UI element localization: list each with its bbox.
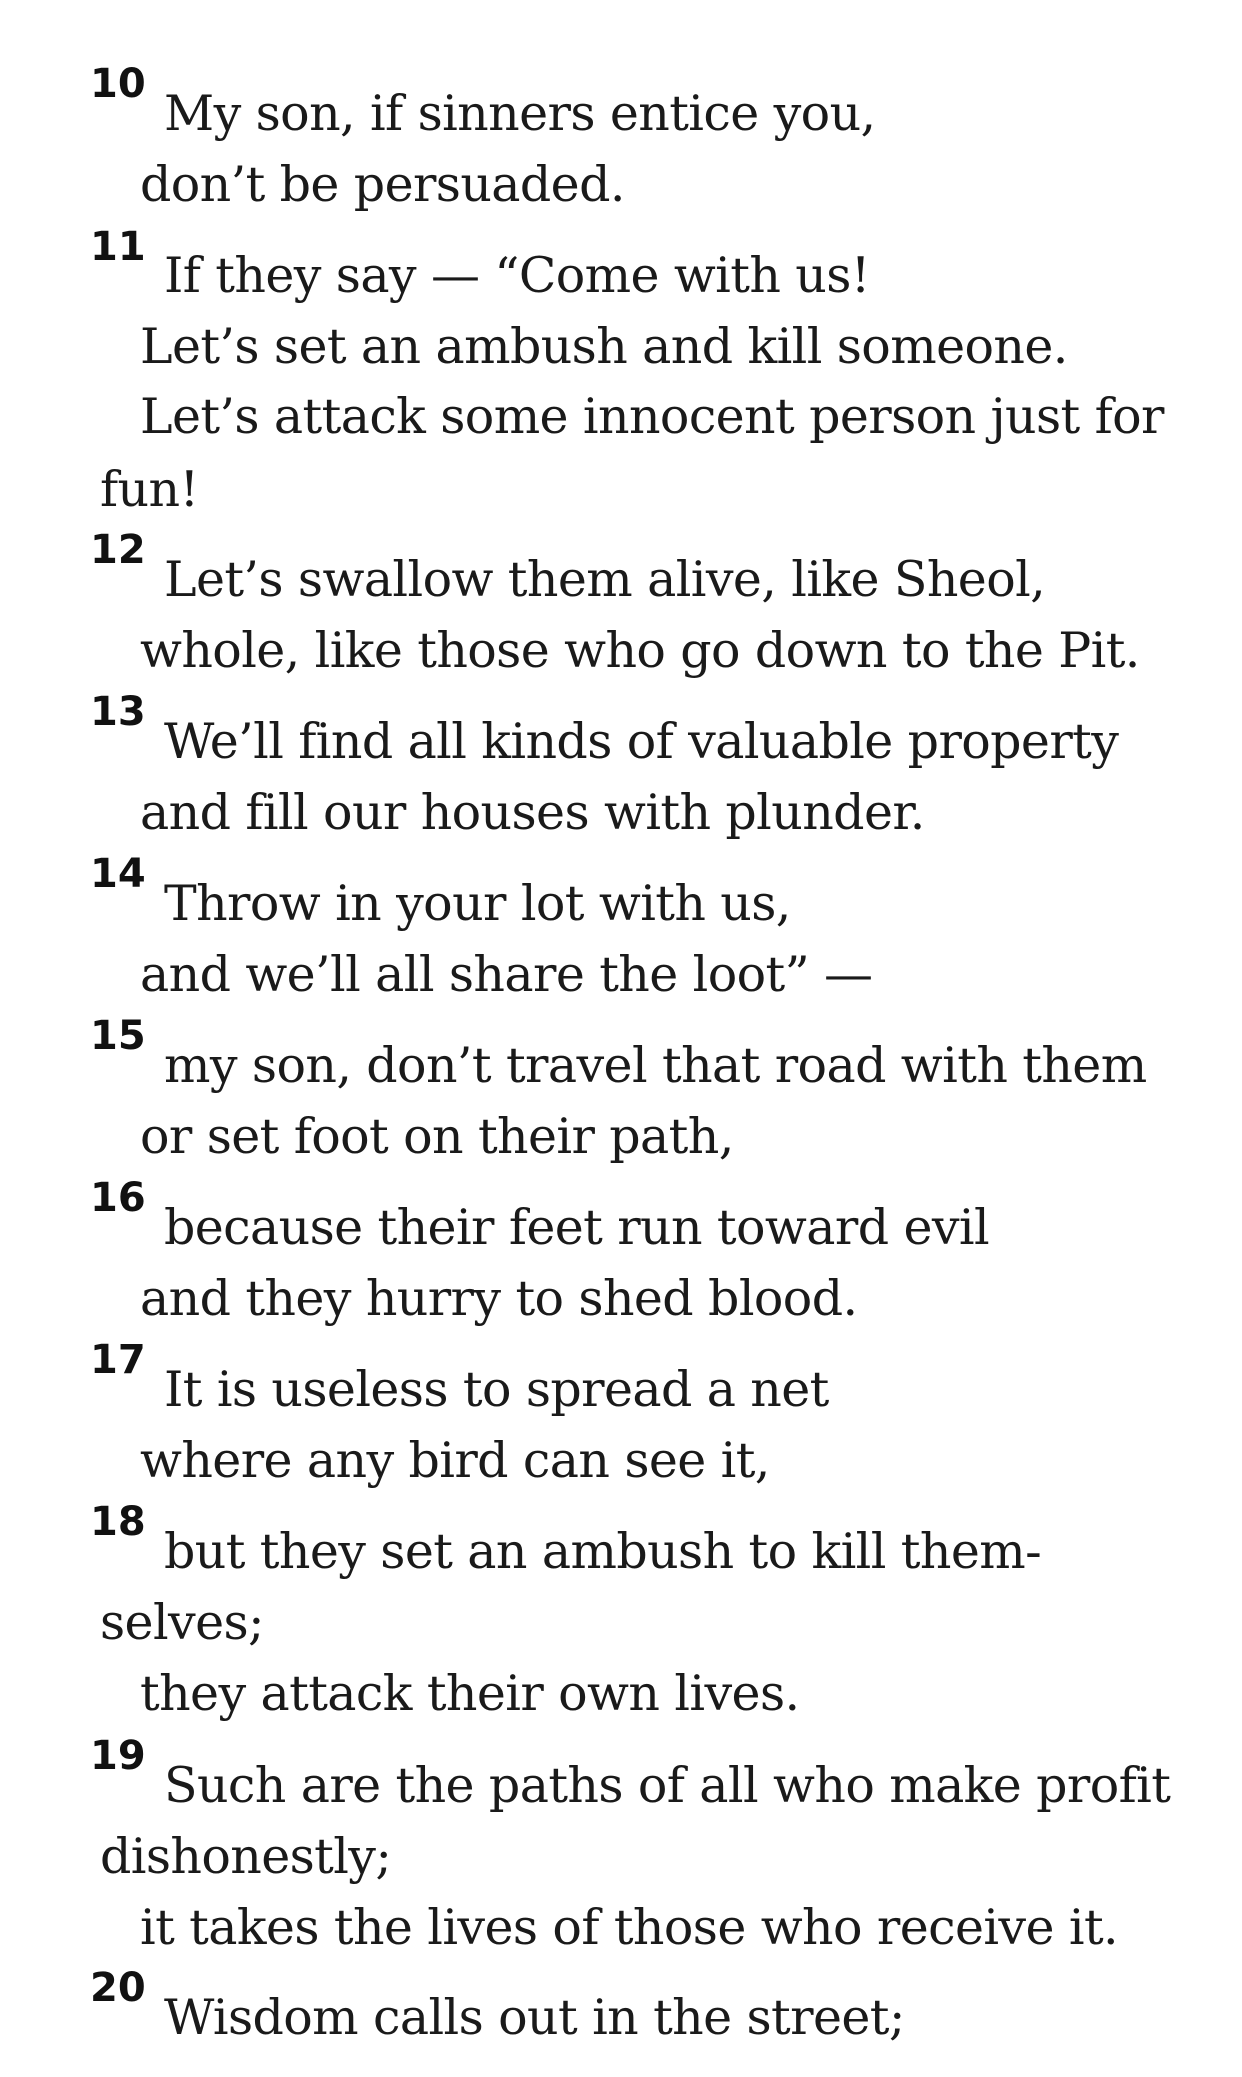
- verse-line: my son, don’t travel that road with them: [164, 1037, 1147, 1094]
- verse-line: fun!: [100, 461, 199, 518]
- verse-line: and we’ll all share the loot” —: [140, 946, 873, 1003]
- verse-line: Let’s attack some innocent person just for: [140, 388, 1164, 445]
- verse-line: where any bird can see it,: [140, 1432, 770, 1489]
- verse-line: or set foot on their path,: [140, 1108, 734, 1165]
- verse-line: because their feet run toward evil: [164, 1199, 990, 1256]
- verse-line: My son, if sinners entice you,: [164, 85, 876, 142]
- verse-line: it takes the lives of those who receive it.: [140, 1899, 1119, 1956]
- verse-line: and fill our houses with plunder.: [140, 784, 925, 841]
- verse-line: We’ll find all kinds of valuable property: [164, 713, 1119, 770]
- verse-line: dishonestly;: [100, 1828, 392, 1885]
- verse-line: they attack their own lives.: [140, 1665, 800, 1722]
- verse-number: 12: [90, 527, 146, 573]
- verse-number: 17: [90, 1337, 146, 1383]
- verse-line: Let’s set an ambush and kill someone.: [140, 318, 1068, 375]
- verse-number: 11: [90, 224, 146, 270]
- verse-number: 16: [90, 1175, 146, 1221]
- verse-line: don’t be persuaded.: [140, 156, 625, 213]
- verse-number: 15: [90, 1013, 146, 1059]
- verse-number: 20: [90, 1965, 146, 2011]
- verse-line: Such are the paths of all who make profit: [164, 1757, 1171, 1814]
- verse-line: If they say — “Come with us!: [164, 247, 870, 304]
- verse-line: and they hurry to shed blood.: [140, 1270, 858, 1327]
- verse-line: but they set an ambush to kill them-: [164, 1523, 1042, 1580]
- verse-line: whole, like those who go down to the Pit.: [140, 622, 1140, 679]
- verse-line: Wisdom calls out in the street;: [164, 1989, 905, 2046]
- verse-number: 19: [90, 1733, 146, 1779]
- verse-line: selves;: [100, 1594, 264, 1651]
- verse-number: 13: [90, 689, 146, 735]
- verse-line: Let’s swallow them alive, like Sheol,: [164, 551, 1046, 608]
- verse-number: 10: [90, 61, 146, 107]
- verse-number: 14: [90, 851, 146, 897]
- verse-line: Throw in your lot with us,: [164, 875, 791, 932]
- verse-number: 18: [90, 1499, 146, 1545]
- verse-line: It is useless to spread a net: [164, 1361, 829, 1418]
